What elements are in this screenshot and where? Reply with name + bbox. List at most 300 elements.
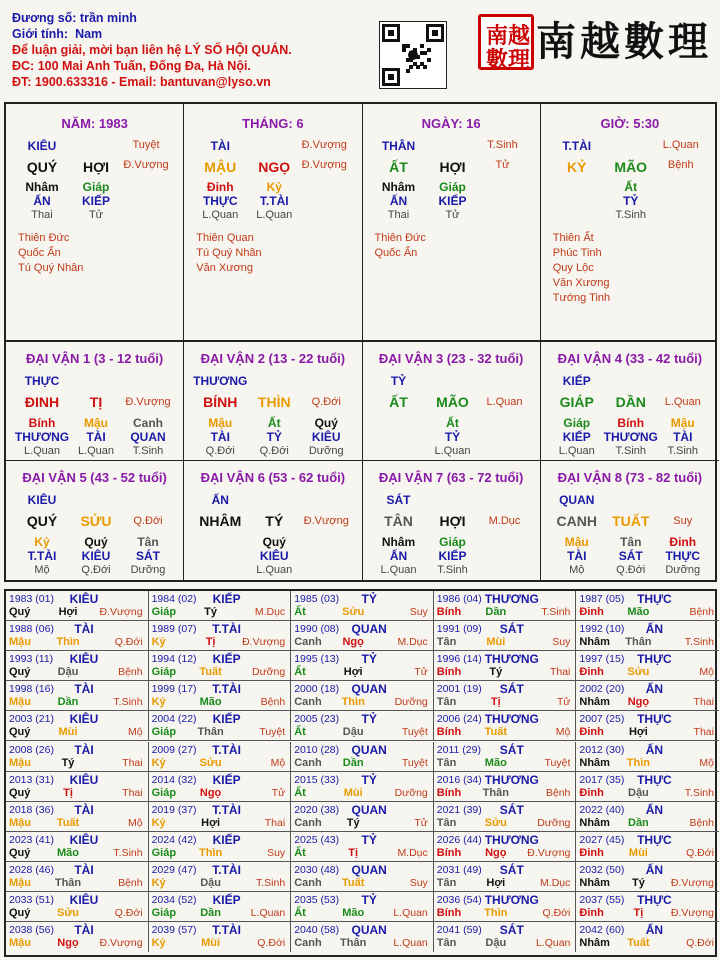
year-cell <box>6 621 149 651</box>
hidden-stem: Ất <box>624 180 638 194</box>
hidden-thap-than: TÀI <box>210 430 230 444</box>
pillar-2 <box>184 104 362 340</box>
hidden-stem: Ất <box>446 416 459 430</box>
year-thap-than: SÁT <box>499 742 524 757</box>
hidden-thap-than: KIÊU <box>311 430 341 444</box>
year-label: 1994 (12) <box>151 653 197 666</box>
year-cell <box>291 772 434 802</box>
year-chi: Tuất <box>199 666 222 679</box>
year-thap-than: SÁT <box>499 682 524 697</box>
pillar-star: Phúc Tinh <box>552 247 602 259</box>
year-cell <box>434 802 577 832</box>
year-chi: Thìn <box>626 756 650 769</box>
year-label: 2034 (52) <box>151 894 197 906</box>
year-cell <box>576 711 719 741</box>
pillar-thap-than: KIÊU <box>27 139 57 153</box>
year-thap-than: THƯƠNG <box>484 772 539 787</box>
year-can: Giáp <box>151 666 177 679</box>
hidden-truong-sinh: L.Quan <box>23 445 61 457</box>
year-thap-than: TÀI <box>74 622 94 637</box>
owner-name: Đương số: trần minh <box>12 11 137 25</box>
year-cell <box>6 892 149 922</box>
year-thap-than: KIÊU <box>69 832 99 847</box>
pillar-dia-chi: HỢI <box>83 159 109 175</box>
pillar-star: Văn Xương <box>196 262 254 274</box>
year-chi: Dần <box>57 696 79 709</box>
hidden-truong-sinh: T.Sinh <box>667 445 699 457</box>
hidden-truong-sinh: L.Quan <box>380 564 417 576</box>
year-cell <box>6 922 149 952</box>
year-chi: Tuất <box>341 876 365 889</box>
year-can: Ất <box>294 606 306 618</box>
pillar-star: Thiên Quan <box>196 232 254 244</box>
year-thap-than: THỰC <box>637 832 672 847</box>
year-chi: Tý <box>631 876 645 889</box>
year-chi: Dậu <box>57 666 79 679</box>
year-chi: Dậu <box>628 786 649 799</box>
hidden-stem: Bính <box>28 416 56 430</box>
year-thap-than: THỰC <box>637 592 672 606</box>
dai-van-thap-than: QUAN <box>559 493 595 507</box>
hidden-thap-than: KIẾP <box>438 549 467 563</box>
year-thap-than: KIẾP <box>212 592 241 606</box>
year-thap-than: T.TÀI <box>212 742 241 757</box>
hidden-stem: Giáp <box>82 180 110 194</box>
year-thap-than: ẤN <box>645 742 664 757</box>
year-chi: Tị <box>348 846 359 859</box>
dai-van-can: CANH <box>556 513 597 529</box>
year-chi: Tý <box>346 816 360 829</box>
hidden-thap-than: QUAN <box>130 430 166 444</box>
year-thap-than: T.TÀI <box>212 862 241 877</box>
dai-van-can: TÂN <box>384 513 413 529</box>
year-thap-than: KIẾP <box>212 772 241 787</box>
year-truong-sinh: L.Quan <box>250 907 286 919</box>
year-thap-than: TÀI <box>74 923 94 938</box>
dai-van-chi: TUẤT <box>612 513 650 529</box>
qr-module <box>406 44 410 48</box>
pillar-thap-than: T.TÀI <box>562 139 592 153</box>
pillar-1 <box>6 104 184 340</box>
year-can: Tân <box>436 696 457 709</box>
hidden-stem: Ất <box>267 416 281 430</box>
year-can: Nhâm <box>579 696 610 709</box>
hidden-thap-than: TÀI <box>86 430 106 444</box>
year-cell <box>576 832 719 862</box>
year-can: Canh <box>294 696 322 709</box>
year-can: Canh <box>294 756 322 769</box>
pillar-star: Văn Xương <box>552 277 610 289</box>
year-thap-than: QUAN <box>351 923 387 938</box>
year-label: 1986 (04) <box>436 593 482 605</box>
pillar-truong-sinh-chi: Đ.Vượng <box>123 159 169 171</box>
year-can: Đinh <box>579 666 604 679</box>
year-cell <box>291 591 434 621</box>
year-can: Nhâm <box>579 876 610 889</box>
year-cell <box>434 862 577 892</box>
red-seal-logo: 南 越 數 理 <box>478 14 534 70</box>
year-cell <box>576 591 719 621</box>
year-truong-sinh: Thai <box>693 726 714 739</box>
year-truong-sinh: Q.Đới <box>114 636 143 649</box>
year-cell <box>291 802 434 832</box>
pillar-truong-sinh-can: L.Quan <box>662 139 699 151</box>
dai-van-2 <box>184 342 362 461</box>
year-cell <box>576 922 719 952</box>
year-thap-than: THỰC <box>637 712 672 727</box>
year-truong-sinh: Thai <box>264 816 286 829</box>
year-cell <box>149 681 292 711</box>
year-label: 2031 (49) <box>436 863 482 876</box>
year-label: 2018 (36) <box>9 803 54 816</box>
year-truong-sinh: Thai <box>122 786 143 799</box>
year-label: 2006 (24) <box>436 713 482 726</box>
year-can: Bính <box>436 606 462 618</box>
dai-van-title: ĐẠI VẬN 8 (73 - 82 tuổi) <box>557 470 703 485</box>
hidden-stem: Đinh <box>669 535 697 549</box>
year-can: Nhâm <box>579 756 610 769</box>
year-truong-sinh: Tử <box>556 696 571 709</box>
dai-van-can: QUÝ <box>26 513 58 529</box>
year-label: 2023 (41) <box>9 833 54 846</box>
year-cell <box>149 591 292 621</box>
qr-module <box>416 65 420 69</box>
year-cell <box>6 711 149 741</box>
year-cell <box>576 802 719 832</box>
year-thap-than: KIẾP <box>212 712 241 727</box>
year-can: Đinh <box>579 726 604 739</box>
pillar-star: Tướng Tinh <box>552 292 611 304</box>
year-label: 1992 (10) <box>579 623 625 636</box>
year-truong-sinh: Đ.Vượng <box>527 846 571 859</box>
year-chi: Hợi <box>343 666 363 679</box>
year-label: 2038 (56) <box>9 924 54 937</box>
year-can: Kỷ <box>151 816 166 829</box>
qr-center <box>408 50 418 60</box>
hidden-stem: Giáp <box>563 416 591 430</box>
pillar-star: Tú Quý Nhân <box>18 262 84 274</box>
year-label: 1997 (15) <box>579 653 625 666</box>
year-chi: Tuất <box>484 726 507 739</box>
year-label: 2027 (45) <box>579 833 625 846</box>
year-truong-sinh: Suy <box>552 636 571 649</box>
pillar-star: Tú Quý Nhân <box>196 247 262 259</box>
year-label: 2032 (50) <box>579 863 625 876</box>
year-label: 2009 (27) <box>151 743 197 756</box>
year-can: Quý <box>9 666 31 679</box>
year-cell <box>6 772 149 802</box>
hidden-thap-than: TÀI <box>673 430 693 444</box>
year-chi: Dần <box>628 816 649 829</box>
year-can: Bính <box>436 666 462 679</box>
year-chi: Mão <box>484 756 507 769</box>
year-label: 2030 (48) <box>294 863 340 876</box>
dai-van-can: GIÁP <box>559 394 594 410</box>
year-thap-than: ẤN <box>645 862 664 877</box>
dai-van-truong-sinh: Q.Đới <box>133 515 163 527</box>
year-chi: Thìn <box>484 907 508 919</box>
hidden-truong-sinh: Mộ <box>34 564 50 576</box>
dai-van-can: NHÂM <box>199 513 242 529</box>
pillar-title: NGÀY: 16 <box>421 116 481 131</box>
hidden-truong-sinh: Q.Đới <box>259 445 289 457</box>
pillar-4 <box>541 104 719 340</box>
dai-van-8 <box>541 461 719 580</box>
year-truong-sinh: Thai <box>549 666 571 679</box>
dai-van-chi: TÝ <box>265 513 284 529</box>
year-can: Quý <box>9 846 31 859</box>
year-cell <box>576 772 719 802</box>
year-cell <box>434 651 577 681</box>
year-thap-than: THƯƠNG <box>484 712 539 727</box>
year-can: Quý <box>9 606 31 618</box>
hidden-thap-than: TỶ <box>444 430 461 444</box>
dai-van-title: ĐẠI VẬN 5 (43 - 52 tuổi) <box>22 470 167 485</box>
year-can: Nhâm <box>579 636 610 649</box>
hidden-truong-sinh: T.Sinh <box>437 564 468 576</box>
year-chi: Dậu <box>485 937 507 950</box>
hidden-thap-than: TỶ <box>623 194 639 208</box>
year-cell <box>434 922 577 952</box>
year-can: Giáp <box>151 846 177 859</box>
year-label: 2017 (35) <box>579 773 625 786</box>
year-label: 2016 (34) <box>436 773 482 786</box>
year-truong-sinh: Dưỡng <box>537 816 571 829</box>
year-truong-sinh: T.Sinh <box>113 846 143 859</box>
pillar-title: THÁNG: 6 <box>242 116 304 131</box>
dai-van-truong-sinh: L.Quan <box>486 396 523 408</box>
year-truong-sinh: Tuyệt <box>259 726 286 739</box>
year-chi: Hợi <box>58 606 78 618</box>
year-truong-sinh: Bệnh <box>118 666 143 679</box>
hidden-stem: Nhâm <box>381 535 416 549</box>
year-chi: Ngọ <box>57 937 79 950</box>
year-cell <box>149 832 292 862</box>
year-label: 2039 (57) <box>151 924 197 937</box>
dai-van-can: ẤT <box>389 394 408 410</box>
dai-van-5 <box>6 461 184 580</box>
year-chi: Tị <box>490 696 501 709</box>
year-cell <box>6 862 149 892</box>
year-thap-than: QUAN <box>351 802 387 817</box>
year-can: Bính <box>436 907 462 919</box>
year-thap-than: T.TÀI <box>212 682 241 697</box>
year-label: 2004 (22) <box>151 713 197 726</box>
year-can: Mậu <box>9 816 31 829</box>
hidden-truong-sinh: Dưỡng <box>130 564 166 576</box>
year-chi: Tị <box>63 786 73 799</box>
year-thap-than: QUAN <box>351 682 387 697</box>
year-cell <box>6 681 149 711</box>
pillar-star: Thiên Đức <box>18 232 70 244</box>
dai-van-truong-sinh: Q.Đới <box>311 396 341 408</box>
hidden-stem: Mậu <box>670 416 695 430</box>
qr-code-icon <box>379 21 447 89</box>
year-truong-sinh: Tuyệt <box>401 756 428 769</box>
year-cell <box>149 892 292 922</box>
hidden-truong-sinh: Thai <box>31 209 53 221</box>
year-chi: Thìn <box>198 846 223 859</box>
qr-module <box>427 48 431 52</box>
hidden-stem: Giáp <box>439 535 466 549</box>
year-label: 2029 (47) <box>151 863 197 876</box>
year-can: Giáp <box>151 606 177 618</box>
year-thap-than: TÀI <box>74 802 94 817</box>
year-label: 1990 (08) <box>294 623 340 636</box>
year-thap-than: TÀI <box>74 862 94 877</box>
year-cell <box>149 772 292 802</box>
year-thap-than: ẤN <box>645 622 664 637</box>
year-label: 1993 (11) <box>9 653 54 666</box>
year-chi: Thân <box>54 876 82 889</box>
year-label: 2015 (33) <box>294 773 340 786</box>
year-can: Kỷ <box>151 636 166 649</box>
year-cell <box>434 772 577 802</box>
year-label: 2008 (26) <box>9 743 54 756</box>
hidden-thap-than: THƯƠNG <box>603 430 658 444</box>
qr-module <box>427 58 431 62</box>
hidden-truong-sinh: L.Quan <box>202 209 239 221</box>
year-truong-sinh: Tuyệt <box>401 726 428 739</box>
year-label: 2036 (54) <box>436 894 482 906</box>
year-truong-sinh: T.Sinh <box>541 606 571 618</box>
hidden-stem: Canh <box>133 416 163 430</box>
year-chi: Sửu <box>56 907 80 919</box>
hidden-stem: Nhâm <box>25 180 59 194</box>
year-cell <box>434 591 577 621</box>
year-can: Ất <box>294 666 306 679</box>
year-truong-sinh: T.Sinh <box>684 786 714 799</box>
dai-van-3 <box>363 342 541 461</box>
hidden-stem: Tân <box>620 535 642 549</box>
year-label: 2024 (42) <box>151 833 197 846</box>
dai-van-thap-than: TỶ <box>390 374 407 388</box>
hidden-truong-sinh: Dưỡng <box>665 564 701 576</box>
year-label: 2001 (19) <box>436 683 482 696</box>
year-thap-than: T.TÀI <box>212 802 241 817</box>
year-chi: Thân <box>340 937 367 950</box>
year-cell <box>576 892 719 922</box>
dai-van-truong-sinh: M.Dục <box>488 515 521 527</box>
year-chi: Thân <box>625 636 652 649</box>
year-label: 2019 (37) <box>151 803 197 816</box>
year-thap-than: QUAN <box>351 862 387 877</box>
year-cell <box>149 651 292 681</box>
hidden-truong-sinh: Mộ <box>569 564 585 576</box>
year-chi: Thìn <box>341 696 365 709</box>
header-info <box>12 10 292 90</box>
year-truong-sinh: Bệnh <box>260 696 286 709</box>
year-can: Nhâm <box>579 816 610 829</box>
year-chi: Sửu <box>199 756 222 769</box>
dai-van-can: BÍNH <box>203 394 238 410</box>
dai-van-thap-than: ẤN <box>211 493 229 507</box>
year-can: Tân <box>436 756 457 769</box>
year-can: Tân <box>436 876 457 889</box>
year-cell <box>434 681 577 711</box>
year-label: 1989 (07) <box>151 623 197 636</box>
year-thap-than: TỶ <box>361 592 377 606</box>
year-cell <box>434 742 577 772</box>
year-thap-than: TỶ <box>361 712 377 727</box>
year-label: 2033 (51) <box>9 894 54 906</box>
year-thap-than: KIẾP <box>212 832 241 847</box>
hidden-thap-than: TÀI <box>567 549 587 563</box>
year-chi: Tý <box>489 666 503 679</box>
year-truong-sinh: Q.Đới <box>686 937 714 950</box>
year-can: Bính <box>436 726 462 739</box>
year-can: Giáp <box>151 726 177 739</box>
year-chi: Dần <box>200 907 221 919</box>
year-truong-sinh: Dưỡng <box>394 786 428 799</box>
hidden-truong-sinh: Tử <box>445 209 460 221</box>
hidden-thap-than: SÁT <box>618 549 643 563</box>
year-label: 2014 (32) <box>151 773 197 786</box>
year-cell <box>6 832 149 862</box>
year-truong-sinh: Bệnh <box>545 786 571 799</box>
year-label: 1985 (03) <box>294 593 340 605</box>
year-cell <box>6 742 149 772</box>
year-can: Kỷ <box>151 696 166 709</box>
hidden-truong-sinh: L.Quan <box>256 564 293 576</box>
pillar-truong-sinh-can: Đ.Vượng <box>301 139 347 151</box>
year-thap-than: TÀI <box>74 742 94 757</box>
dai-van-7 <box>363 461 541 580</box>
hidden-stem: Quý <box>314 416 338 430</box>
qr-module <box>406 69 410 73</box>
year-truong-sinh: M.Dục <box>397 846 428 859</box>
year-thap-than: SÁT <box>499 923 524 938</box>
hidden-thap-than: THƯƠNG <box>14 430 70 444</box>
pillar-dia-chi: HỢI <box>439 159 466 175</box>
year-can: Ất <box>294 907 306 919</box>
year-cell <box>149 742 292 772</box>
year-truong-sinh: Bệnh <box>689 606 714 618</box>
dai-van-title: ĐẠI VẬN 7 (63 - 72 tuổi) <box>378 470 524 485</box>
year-cell <box>6 591 149 621</box>
year-label: 1998 (16) <box>9 683 54 696</box>
year-thap-than: THỰC <box>637 652 672 667</box>
year-chi: Ngọ <box>485 846 507 859</box>
year-label: 2040 (58) <box>294 924 340 937</box>
hidden-truong-sinh: Q.Đới <box>81 564 111 576</box>
year-truong-sinh: Thai <box>693 696 714 709</box>
year-label: 2007 (25) <box>579 713 625 726</box>
hidden-stem: Bính <box>617 416 645 430</box>
year-can: Tân <box>436 636 457 649</box>
year-chi: Thân <box>482 786 509 799</box>
qr-module <box>402 48 406 52</box>
year-thap-than: TỶ <box>361 772 377 787</box>
year-label: 2042 (60) <box>579 924 625 937</box>
hidden-truong-sinh: L.Quan <box>434 445 471 457</box>
dai-van-chi: DẦN <box>615 394 646 410</box>
year-thap-than: ẤN <box>645 682 664 697</box>
year-truong-sinh: Tử <box>414 816 428 829</box>
year-can: Canh <box>294 816 322 829</box>
hidden-stem: Quý <box>84 535 108 549</box>
year-chi: Mùi <box>486 636 506 649</box>
year-label: 2003 (21) <box>9 713 54 726</box>
year-cell <box>291 651 434 681</box>
year-cell <box>291 621 434 651</box>
dai-van-6 <box>184 461 362 580</box>
dai-van-chi: TỊ <box>89 394 103 410</box>
year-truong-sinh: Q.Đới <box>114 907 143 919</box>
pillar-thien-can: MẬU <box>204 159 237 175</box>
hidden-truong-sinh: T.Sinh <box>132 445 164 457</box>
year-can: Kỷ <box>151 756 166 769</box>
